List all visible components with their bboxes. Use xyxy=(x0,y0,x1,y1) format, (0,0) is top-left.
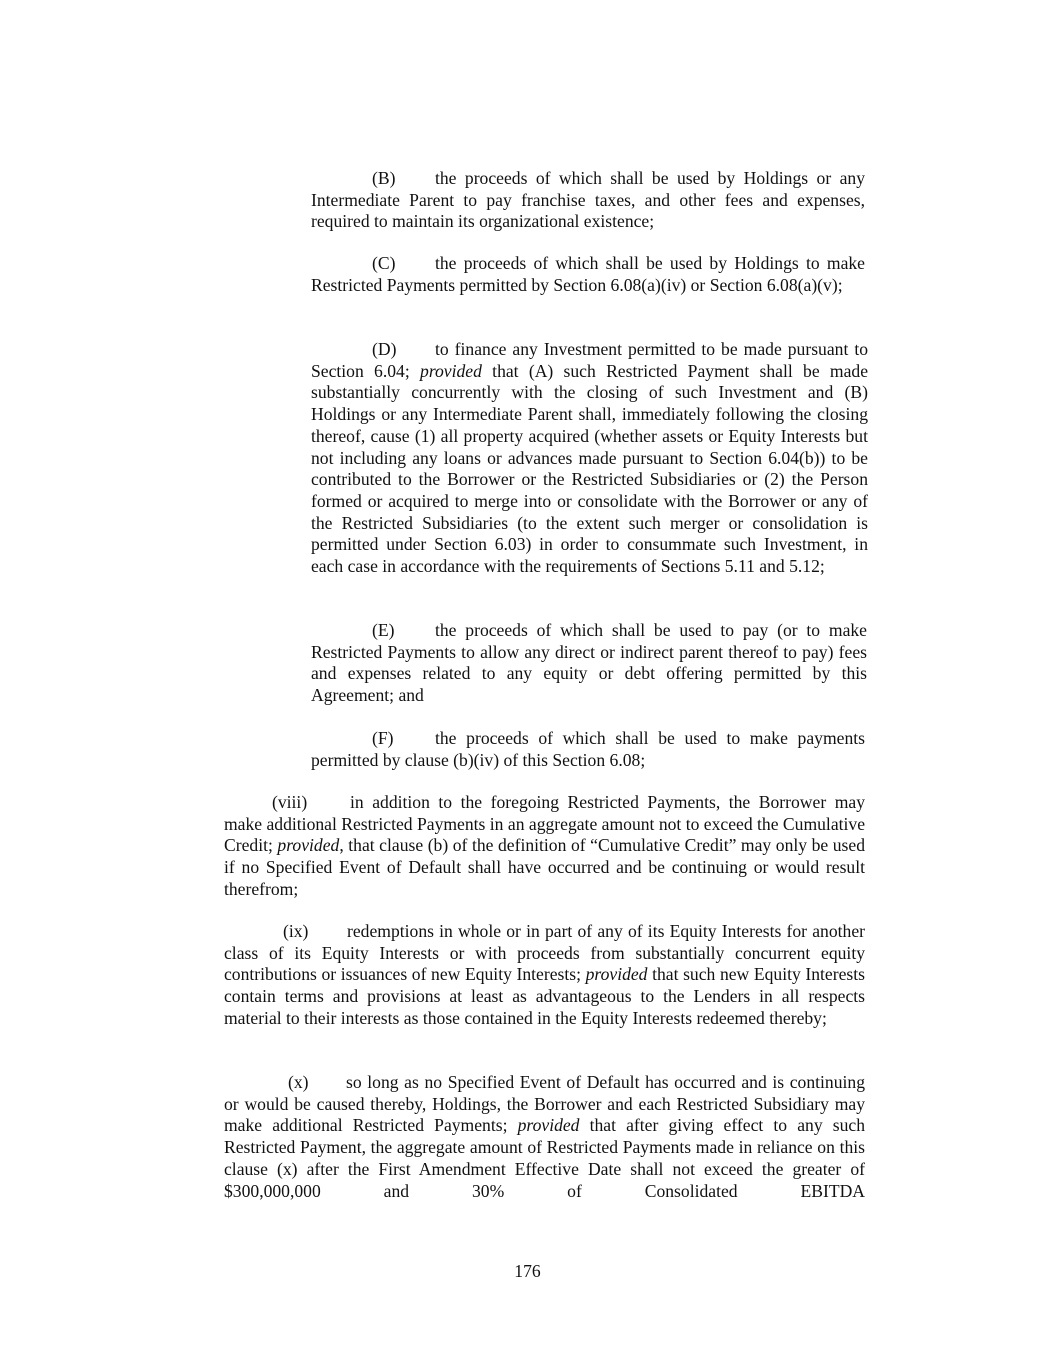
paragraph-label: (F) xyxy=(372,728,394,748)
paragraph-label: (C) xyxy=(372,253,396,273)
paragraph-label: (ix) xyxy=(283,921,309,941)
page-number: 176 xyxy=(514,1261,541,1281)
paragraph-label: (E) xyxy=(372,620,395,640)
provided-italic: provided xyxy=(277,835,340,856)
paragraph-text: to finance any Investment permitted to be made pursuant to Section 6.04; xyxy=(311,339,868,381)
provided-italic: provided xyxy=(585,964,648,985)
paragraph-b xyxy=(311,168,865,233)
paragraph-c xyxy=(311,253,865,296)
provided-italic: provided xyxy=(517,1115,580,1136)
paragraph-f xyxy=(311,728,865,771)
paragraph-x xyxy=(224,1072,865,1202)
paragraph-text: so long as no Specified Event of Default has occurred and is continuing or would be caused thereby, Holdings, the Borrower and each Restricted Subsidiary may make additional Restricted Payments; xyxy=(224,1072,865,1136)
paragraph-text: that such new Equity Interests contain terms and provisions at least as advantageous to the Lenders in all respects material to their interests as those contained in the Equity Interests redeemed thereby; xyxy=(224,964,865,1028)
paragraph-e xyxy=(311,620,867,707)
paragraph-text: that after giving effect to any such Restricted Payment, the aggregate amount of Restricted Payments made in reliance on this clause (x) after the First Amendment Effective Date shall not exceed the greater of $300,000,000 and 30% of Consolidated EBITDA xyxy=(224,1115,865,1201)
paragraph-text: the proceeds of which shall be used by Holdings to make Restricted Payments permitted by Section 6.08(a)(iv) or Section 6.08(a)(v); xyxy=(311,253,865,295)
paragraph-d xyxy=(311,339,868,578)
paragraph-text: the proceeds of which shall be used by Holdings or any Intermediate Parent to pay franchise taxes, and other fees and expenses, required to maintain its organizational existence; xyxy=(311,168,865,232)
paragraph-text: the proceeds of which shall be used to pay (or to make Restricted Payments to allow any direct or indirect parent thereof to pay) fees and expenses related to any equity or debt offering permitted by this Agreement; and xyxy=(311,620,867,706)
paragraph-viii xyxy=(224,792,865,901)
paragraph-text: the proceeds of which shall be used to make payments permitted by clause (b)(iv) of this Section 6.08; xyxy=(311,728,865,770)
paragraph-text: that (A) such Restricted Payment shall be made substantially concurrently with the closing of such Investment and (B) Holdings or any Intermediate Parent shall, immediately following the closing thereof, cause (1) all property acquired (whether assets or Equity Interests but not including any loans or advances made pursuant to Section 6.04(b)) to be contributed to the Borrower or the Restricted Subsidiaries or (2) the Person formed or acquired to merge into or consolidate with the Borrower or any of the Restricted Subsidiaries (to the extent such merger or consolidation is permitted under Section 6.03) in order to consummate such Investment, in each case in accordance with the requirements of Sections 5.11 and 5.12; xyxy=(311,360,869,577)
paragraph-label: (D) xyxy=(372,339,397,359)
provided-italic: provided xyxy=(420,360,482,381)
paragraph-label: (B) xyxy=(372,168,396,188)
paragraph-label: (x) xyxy=(288,1072,309,1092)
paragraph-text: in addition to the foregoing Restricted Payments, the Borrower may make additional Restricted Payments in an aggregate amount not to exceed the Cumulative Credit; xyxy=(224,792,866,856)
paragraph-ix xyxy=(224,921,865,1030)
paragraph-text: redemptions in whole or in part of any of its Equity Interests for another class of its Equity Interests or with proceeds from substantially concurrent equity contributions or issuances of new Equity Interests; xyxy=(224,921,865,985)
paragraph-text: , that clause (b) of the definition of “Cumulative Credit” may only be used if no Specified Event of Default shall have occurred and be continuing or would result therefrom; xyxy=(224,835,865,899)
paragraph-label: (viii) xyxy=(272,792,308,812)
